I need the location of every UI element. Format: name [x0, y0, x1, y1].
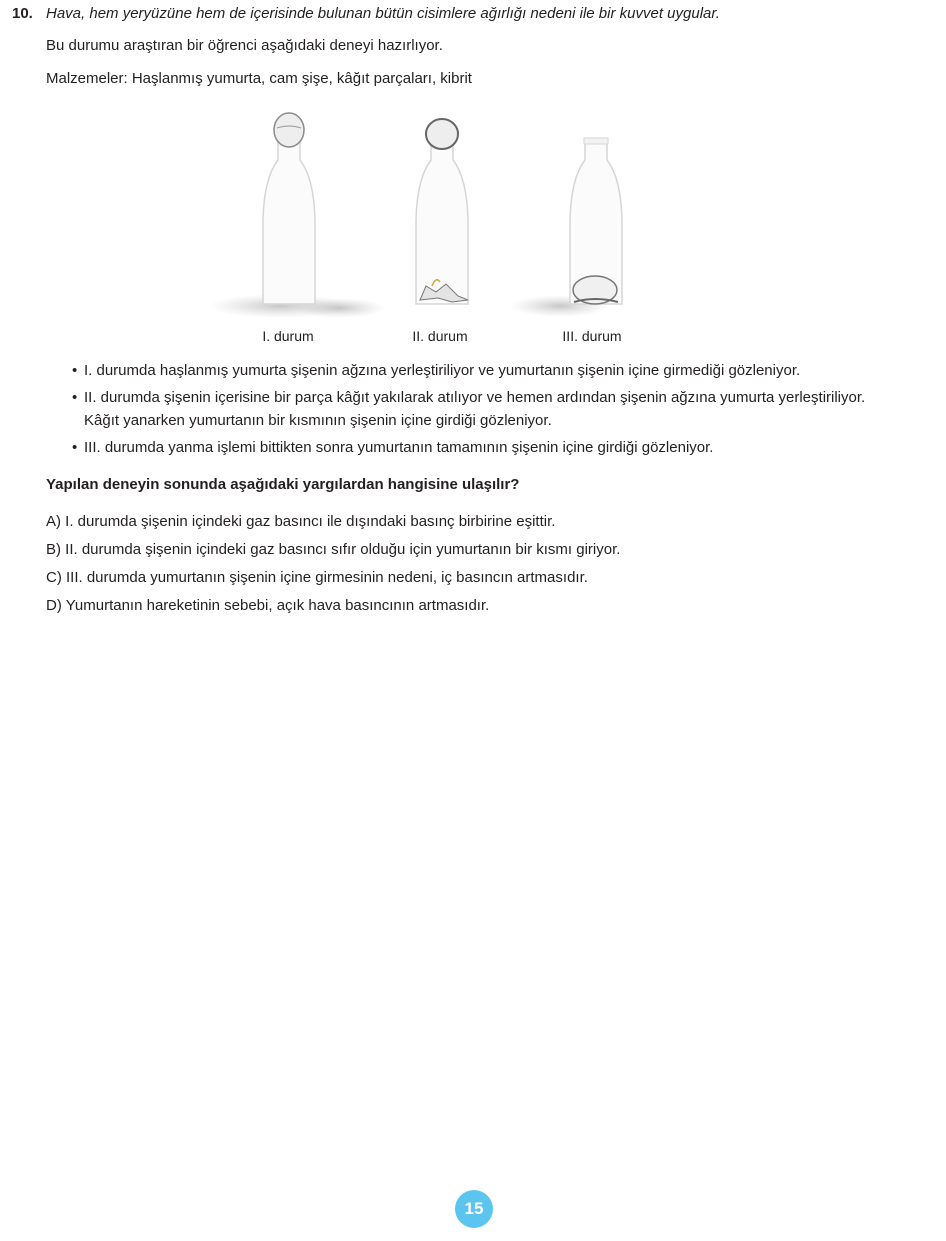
option-d[interactable]: D) Yumurtanın hareketinin sebebi, açık hava basıncının artmasıdır. — [46, 597, 490, 614]
observation-text: I. durumda haşlanmış yumurta şişenin ağzına yerleştiriliyor ve yumurtanın şişenin içine girmediği gözleniyor. — [84, 362, 801, 379]
option-b[interactable]: B) II. durumda şişenin içindeki gaz basıncı sıfır olduğu için yumurtanın bir kısmı giriyor. — [46, 541, 621, 558]
observation-text: II. durumda şişenin içerisine bir parça kâğıt yakılarak atılıyor ve hemen ardından şişenin ağzına yumurta yerleştiriliyor. Kâğıt yanarken yumurtanın bir kısmının şişenin içine girdiği gözleniyor. — [84, 389, 866, 429]
bullet-icon: • — [72, 439, 78, 456]
caption-state-3: III. durum — [562, 328, 622, 344]
caption-state-1: I. durum — [262, 328, 314, 344]
bullet-icon: • — [72, 389, 78, 406]
question-prompt: Yapılan deneyin sonunda aşağıdaki yargılardan hangisine ulaşılır? — [46, 476, 520, 493]
bottle-1 — [208, 113, 385, 318]
bottle-3 — [510, 138, 622, 317]
caption-state-2: II. durum — [412, 328, 468, 344]
option-c[interactable]: C) III. durumda yumurtanın şişenin içine girmesinin nedeni, iç basıncın artmasıdır. — [46, 569, 588, 586]
setup-sentence: Bu durumu araştıran bir öğrenci aşağıdaki deneyi hazırlıyor. — [46, 37, 443, 54]
bullet-icon: • — [72, 362, 78, 379]
observation-text: III. durumda yanma işlemi bittikten sonra yumurtanın tamamının şişenin içine girdiği gözleniyor. — [84, 439, 714, 456]
page-number-badge: 15 — [455, 1190, 493, 1228]
list-item — [72, 359, 902, 382]
question-number: 10. — [12, 5, 33, 22]
experiment-figure — [200, 100, 660, 350]
option-a[interactable]: A) I. durumda şişenin içindeki gaz basıncı ile dışındaki basınç birbirine eşittir. — [46, 513, 556, 530]
bottle-illustration — [200, 100, 660, 330]
egg-on-bottle-2 — [426, 119, 458, 149]
egg-on-bottle-1 — [274, 113, 304, 147]
materials-list: Malzemeler: Haşlanmış yumurta, cam şişe, kâğıt parçaları, kibrit — [46, 70, 472, 87]
question-intro: Hava, hem yeryüzüne hem de içerisinde bulunan bütün cisimlere ağırlığı nedeni ile bir kuvvet uygular. — [46, 5, 720, 22]
observation-list — [72, 359, 902, 463]
list-item — [72, 386, 902, 432]
answer-options — [46, 512, 906, 624]
bottle-2 — [416, 119, 468, 304]
list-item — [72, 436, 902, 459]
